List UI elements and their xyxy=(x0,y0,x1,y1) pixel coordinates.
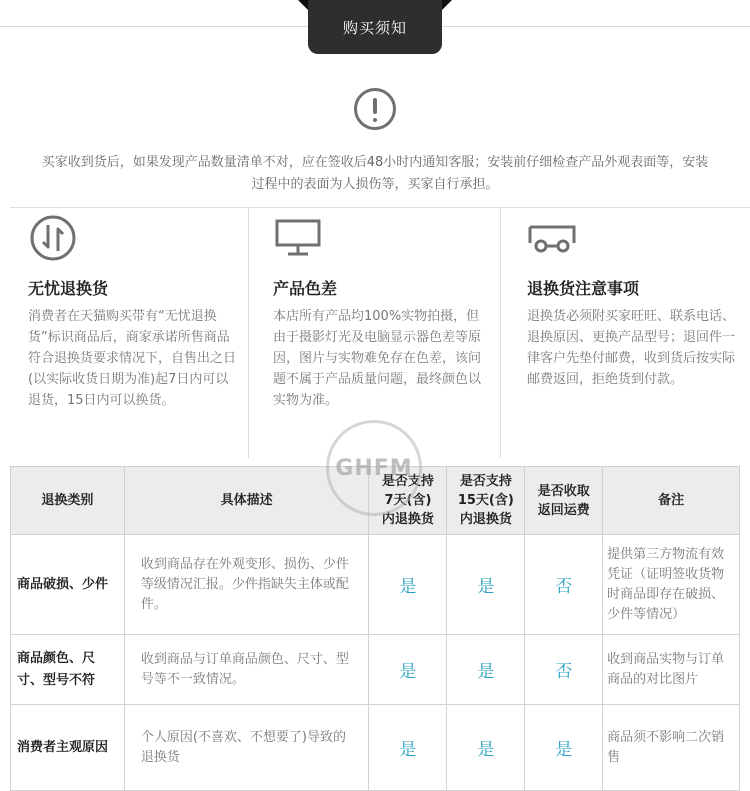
row-fifteen-day: 是 xyxy=(447,535,525,635)
column-color-diff xyxy=(248,208,500,458)
row-note: 收到商品实物与订单商品的对比图片 xyxy=(603,635,740,705)
row-seven-day: 是 xyxy=(369,535,447,635)
column-title: 产品色差 xyxy=(273,279,338,298)
column-easy-return xyxy=(10,208,248,458)
column-return-notes xyxy=(500,208,750,458)
column-text: 消费者在天猫购买带有“无忧退换货”标识商品后，商家承诺所售商品符合退换货要求情况下，自售出之日(以实际收货日期为准)起7日内可以退货，15日内可以换货。 xyxy=(28,309,237,408)
row-shipping-fee: 否 xyxy=(525,535,603,635)
row-description: 收到商品与订单商品颜色、尺寸、型号等不一致情况。 xyxy=(124,635,369,705)
column-title: 无忧退换货 xyxy=(28,279,109,298)
header-category: 退换类别 xyxy=(11,467,125,535)
header-seven-day: 是否支持 7天(含) 内退换货 xyxy=(369,467,447,535)
page-title-text: 购买须知 xyxy=(342,18,407,37)
row-description: 收到商品存在外观变形、损伤、少件等级情况汇报。少件指缺失主体或配件。 xyxy=(124,535,369,635)
row-note: 商品须不影响二次销售 xyxy=(603,705,740,791)
column-title: 退换货注意事项 xyxy=(527,279,640,298)
row-category: 商品颜色、尺寸、型号不符 xyxy=(11,635,125,705)
intro-text: 买家收到货后，如果发现产品数量清单不对，应在签收后48小时内通知客服；安装前仔细检查产品外观表面等，安装过程中的表面为人损伤等，买家自行承担。 xyxy=(41,155,709,192)
info-columns xyxy=(10,207,750,457)
monitor-icon xyxy=(273,213,323,263)
table-row xyxy=(11,705,740,791)
table-row xyxy=(11,535,740,635)
row-fifteen-day: 是 xyxy=(447,635,525,705)
header-fifteen-day: 是否支持 15天(含) 内退换货 xyxy=(447,467,525,535)
row-seven-day: 是 xyxy=(369,705,447,791)
row-note: 提供第三方物流有效凭证（证明签收货物时商品即存在破损、少件等情况） xyxy=(603,535,740,635)
row-shipping-fee: 是 xyxy=(525,705,603,791)
watermark-text: GHFM xyxy=(335,455,413,481)
table-row xyxy=(11,635,740,705)
header-description: 具体描述 xyxy=(124,467,369,535)
row-fifteen-day: 是 xyxy=(447,705,525,791)
glasses-icon xyxy=(527,213,577,263)
return-policy-table xyxy=(10,466,740,791)
row-category: 消费者主观原因 xyxy=(11,705,125,791)
row-description: 个人原因(不喜欢、不想要了)导致的退换货 xyxy=(124,705,369,791)
header-note: 备注 xyxy=(603,467,740,535)
page-title xyxy=(308,0,442,54)
column-text: 本店所有产品均100%实物拍摄，但由于摄影灯光及电脑显示器色差等原因，图片与实物难免存在色差，该问题不属于产品质量问题，最终颜色以实物为准。 xyxy=(273,309,482,408)
exclamation-icon xyxy=(354,88,396,130)
column-text: 退换货必须附买家旺旺、联系电话、退换原因、更换产品型号；退回件一律客户先垫付邮费，收到货后按实际邮费返回，拒绝货到付款。 xyxy=(527,309,736,387)
row-shipping-fee: 否 xyxy=(525,635,603,705)
table-header-row xyxy=(11,467,740,535)
row-seven-day: 是 xyxy=(369,635,447,705)
row-category: 商品破损、少件 xyxy=(11,535,125,635)
header-shipping-fee: 是否收取 返回运费 xyxy=(525,467,603,535)
exchange-arrows-icon xyxy=(28,213,78,263)
